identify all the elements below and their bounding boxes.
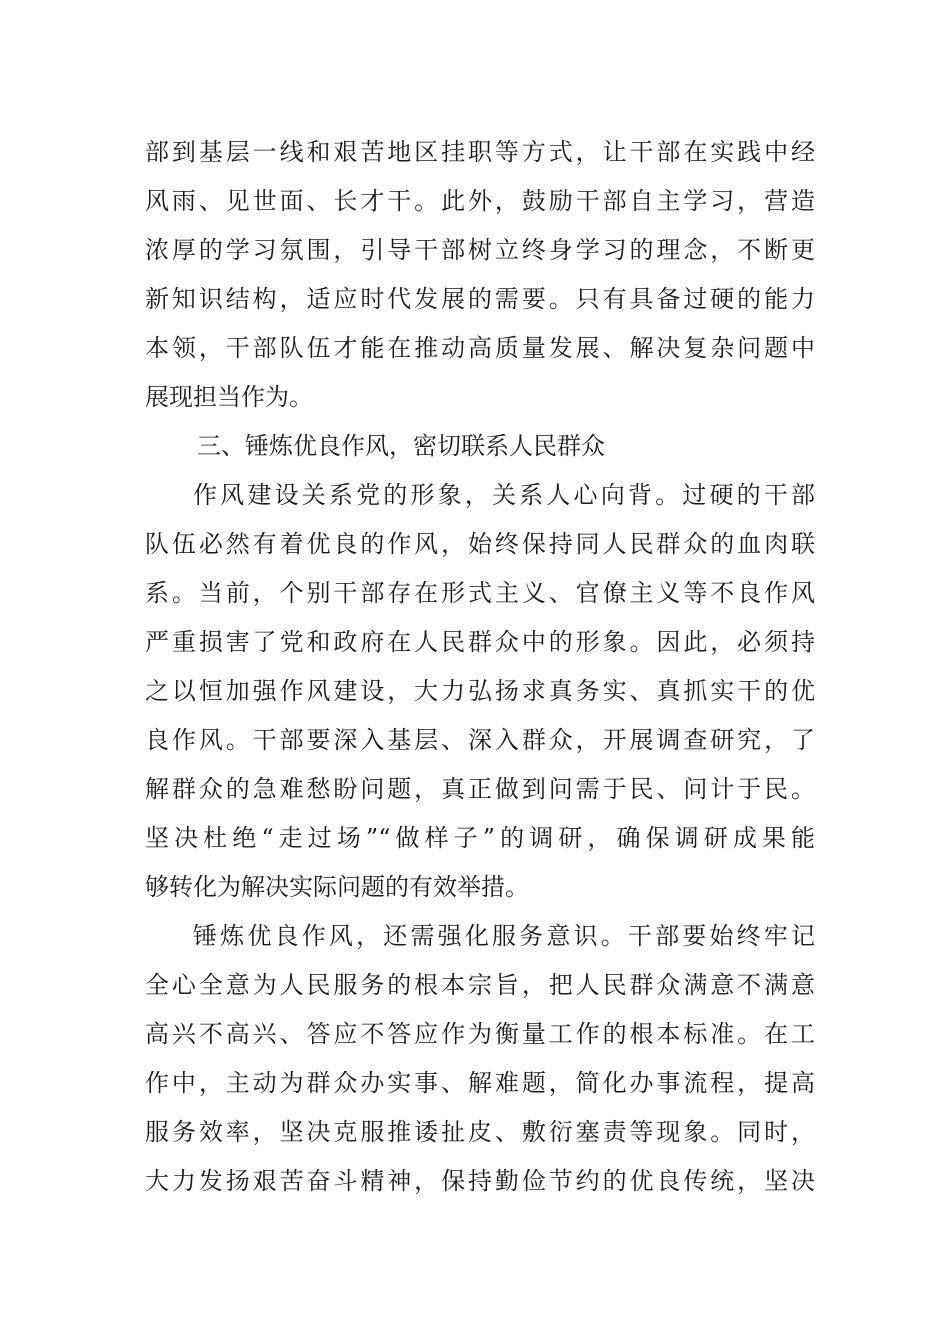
text-line: 本领，干部队伍才能在推动高质量发展、解决复杂问题中 — [145, 334, 815, 362]
section-heading: 三、锤炼优良作风，密切联系人民群众 — [197, 432, 605, 460]
text-line: 服务效率，坚决克服推诿扯皮、敷衍塞责等现象。同时， — [145, 1118, 815, 1146]
text-line: 队伍必然有着优良的作风，始终保持同人民群众的血肉联 — [145, 530, 815, 558]
text-line: 解群众的急难愁盼问题，真正做到问需于民、问计于民。 — [145, 775, 815, 803]
text-line: 作风建设关系党的形象，关系人心向背。过硬的干部 — [193, 481, 815, 509]
text-line: 部到基层一线和艰苦地区挂职等方式，让干部在实践中经 — [145, 138, 815, 166]
text-line: 高兴不高兴、答应不答应作为衡量工作的根本标准。在工 — [145, 1020, 815, 1048]
text-line: 良作风。干部要深入基层、深入群众，开展调查研究，了 — [145, 726, 815, 754]
text-line: 锤炼优良作风，还需强化服务意识。干部要始终牢记 — [193, 922, 815, 950]
text-line: 坚决杜绝“走过场”“做样子”的调研，确保调研成果能 — [145, 824, 815, 852]
text-line: 浓厚的学习氛围，引导干部树立终身学习的理念，不断更 — [145, 236, 815, 264]
document-body — [145, 128, 815, 1206]
text-line: 新知识结构，适应时代发展的需要。只有具备过硬的能力 — [145, 285, 815, 313]
text-line: 展现担当作为。 — [145, 383, 313, 411]
text-line: 风雨、见世面、长才干。此外，鼓励干部自主学习，营造 — [145, 187, 815, 215]
text-line: 作中，主动为群众办实事、解难题，简化办事流程，提高 — [145, 1069, 815, 1097]
text-line: 够转化为解决实际问题的有效举措。 — [145, 873, 529, 901]
text-line: 系。当前，个别干部存在形式主义、官僚主义等不良作风 — [145, 579, 815, 607]
text-line: 大力发扬艰苦奋斗精神，保持勤俭节约的优良传统，坚决 — [145, 1167, 815, 1195]
text-line: 全心全意为人民服务的根本宗旨，把人民群众满意不满意 — [145, 971, 815, 999]
text-line: 之以恒加强作风建设，大力弘扬求真务实、真抓实干的优 — [145, 677, 815, 705]
text-line: 严重损害了党和政府在人民群众中的形象。因此，必须持 — [145, 628, 815, 656]
